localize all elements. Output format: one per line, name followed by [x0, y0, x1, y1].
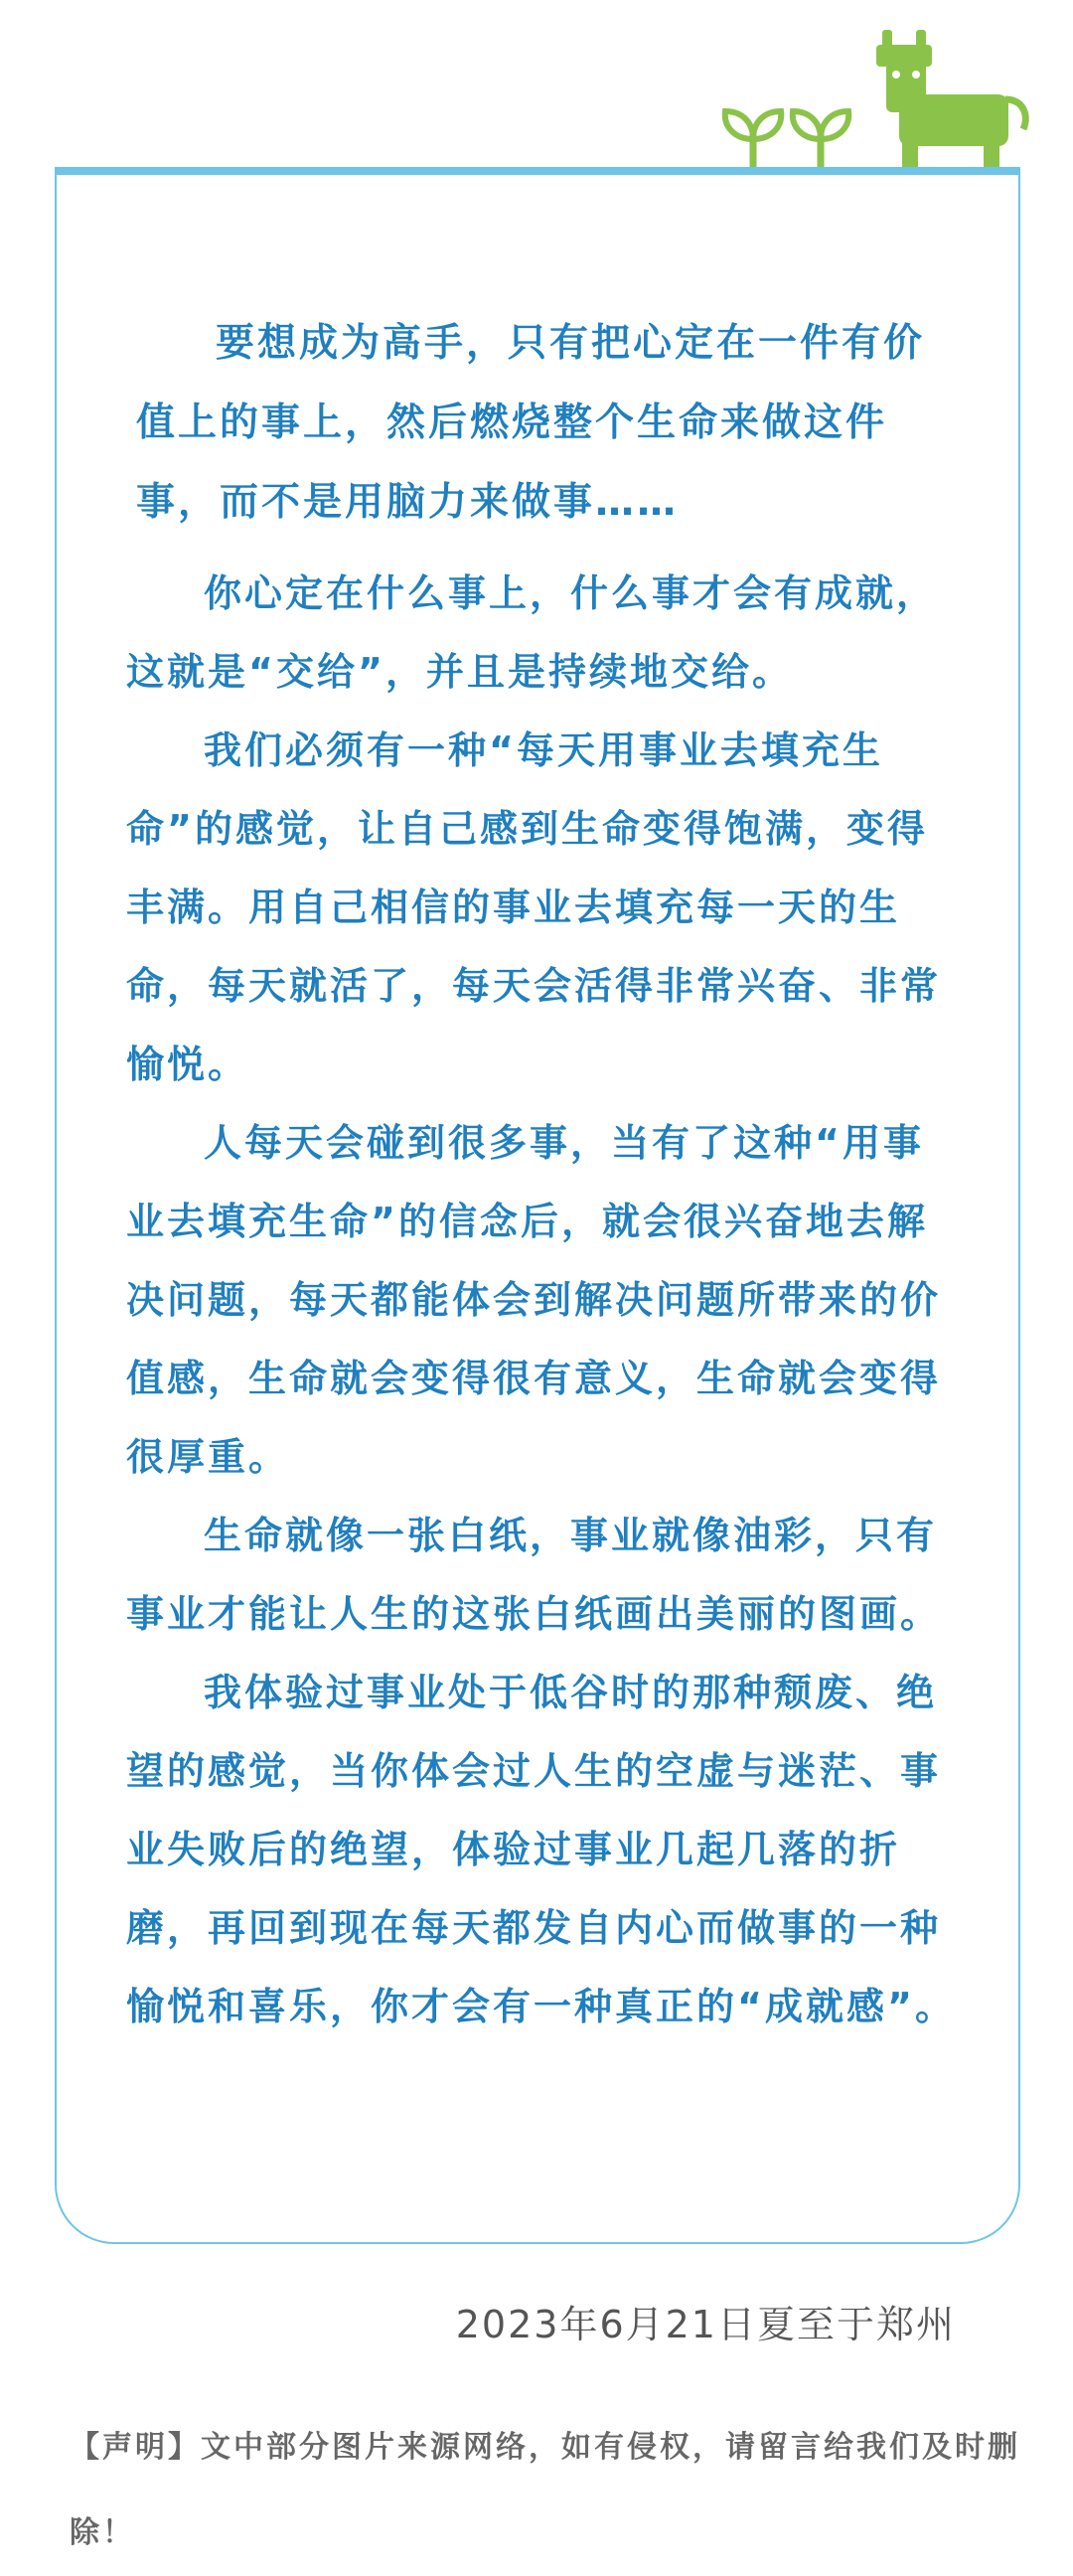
header-decoration — [0, 0, 1073, 179]
paragraph: 我们必须有一种“每天用事业去填充生命”的感觉，让自己感到生命变得饱满，变得丰满。用自己相信的事业去填充每一天的生命，每天就活了，每天会活得非常兴奋、非常愉悦。 — [126, 728, 942, 1086]
sprout-icon — [793, 111, 848, 167]
intro-paragraph: 要想成为高手，只有把心定在一件有价值上的事上，然后燃烧整个生命来做这件事，而不是用脑力来做事…… — [136, 321, 926, 525]
paragraph: 你心定在什么事上，什么事才会有成就，这就是“交给”，并且是持续地交给。 — [126, 571, 938, 694]
calf-icon — [876, 30, 1025, 170]
disclaimer-notice: 【声明】文中部分图片来源网络，如有侵权，请留言给我们及时删除！ — [70, 2430, 1020, 2550]
paragraph: 生命就像一张白纸，事业就像油彩，只有事业才能让人生的这张白纸画出美丽的图画。 — [126, 1514, 942, 1636]
signature-date: 2023年6月21日夏至于郑州 — [455, 2303, 956, 2346]
article-body — [126, 304, 961, 2046]
paragraph: 人每天会碰到很多事，当有了这种“用事业去填充生命”的信念后，就会很兴奋地去解决问题，每天都能体会到解决问题所带来的价值感，生命就会变得很有意义，生命就会变得很厚重。 — [126, 1121, 942, 1479]
paragraph: 我体验过事业处于低谷时的那种颓废、绝望的感觉，当你体会过人生的空虚与迷茫、事业失败后的绝望，体验过事业几起几落的折磨，再回到现在每天都发自内心而做事的一种愉悦和喜乐，你才会有一种真正的“成就感”。 — [126, 1671, 956, 2028]
sprout-icon — [725, 111, 781, 167]
quote-card — [55, 167, 1020, 2244]
